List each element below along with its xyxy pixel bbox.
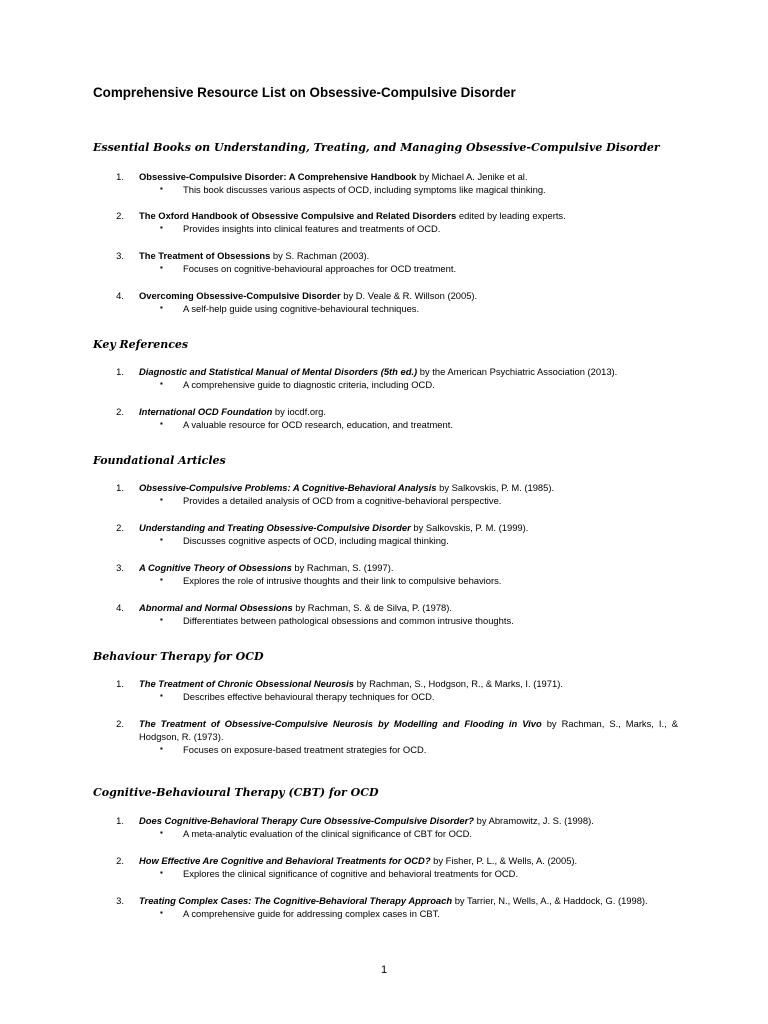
item-number: 2. (116, 406, 124, 417)
bullet-marker: ▪ (160, 184, 163, 193)
item-citation: by Fisher, P. L., & Wells, A. (2005). (430, 855, 578, 866)
bullet-marker: ▪ (160, 223, 163, 232)
item-description: A comprehensive guide for addressing complex cases in CBT. (183, 908, 440, 919)
item-title: How Effective Are Cognitive and Behavioral Treatments for OCD? (139, 855, 431, 866)
item-citation: by Salkovskis, P. M. (1999). (410, 522, 529, 533)
bullet-marker: ▪ (160, 828, 163, 837)
item-title: Abnormal and Normal Obsessions (139, 602, 293, 613)
bullet-marker: ▪ (160, 379, 163, 388)
item-title: Diagnostic and Statistical Manual of Mental Disorders (5th ed.) (139, 366, 418, 377)
bullet-marker: ▪ (160, 615, 163, 624)
item-title: Understanding and Treating Obsessive-Compulsive Disorder (139, 522, 411, 533)
list-item (112, 170, 678, 196)
item-description: A valuable resource for OCD research, education, and treatment. (183, 419, 453, 430)
item-citation: by Rachman, S. & de Silva, P. (1978). (292, 602, 452, 613)
list-item (112, 481, 678, 507)
item-citation: by the American Psychiatric Association (2013). (417, 366, 618, 377)
item-citation: by S. Rachman (2003). (270, 250, 370, 261)
bullet-marker: ▪ (160, 495, 163, 504)
item-number: 4. (116, 290, 124, 301)
list-item (112, 717, 678, 756)
item-description: Describes effective behavioural therapy techniques for OCD. (183, 691, 435, 702)
item-description: Differentiates between pathological obsessions and common intrusive thoughts. (183, 615, 514, 626)
item-description: A self-help guide using cognitive-behavioural techniques. (183, 303, 420, 314)
bullet-marker: ▪ (160, 868, 163, 877)
item-number: 3. (116, 895, 124, 906)
item-description: Focuses on exposure-based treatment strategies for OCD. (183, 744, 427, 755)
item-citation: by Michael A. Jenike et al. (416, 171, 528, 182)
section-heading: Behaviour Therapy for OCD (93, 650, 264, 663)
list-item (112, 601, 678, 627)
section-heading: Essential Books on Understanding, Treating, and Managing Obsessive-Compulsive Disorder (93, 141, 660, 154)
item-title: Obsessive-Compulsive Problems: A Cognitive-Behavioral Analysis (139, 482, 437, 493)
list-item (112, 561, 678, 587)
item-citation: by Tarrier, N., Wells, A., & Haddock, G. (1998). (452, 895, 648, 906)
list-item (112, 249, 678, 275)
list-item (112, 209, 678, 235)
page-number: 1 (380, 964, 388, 976)
item-title: Overcoming Obsessive-Compulsive Disorder (139, 290, 341, 301)
item-number: 1. (116, 678, 124, 689)
bullet-marker: ▪ (160, 535, 163, 544)
item-title: The Treatment of Obsessions (139, 250, 271, 261)
bullet-marker: ▪ (160, 419, 163, 428)
list-item (112, 521, 678, 547)
item-number: 1. (116, 815, 124, 826)
item-citation: by Rachman, S. (1997). (291, 562, 394, 573)
item-citation: by iocdf.org. (272, 406, 327, 417)
item-title: The Treatment of Obsessive-Compulsive Neurosis by Modelling and Flooding in Vivo (139, 718, 542, 729)
item-description: This book discusses various aspects of OCD, including symptoms like magical thinking. (183, 184, 546, 195)
item-title: Does Cognitive-Behavioral Therapy Cure Obsessive-Compulsive Disorder? (139, 815, 474, 826)
list-item (112, 894, 678, 920)
section-heading: Foundational Articles (93, 454, 226, 467)
bullet-marker: ▪ (160, 575, 163, 584)
bullet-marker: ▪ (160, 744, 163, 753)
item-number: 1. (116, 366, 124, 377)
item-description: A meta-analytic evaluation of the clinical significance of CBT for OCD. (183, 828, 473, 839)
item-citation: by Rachman, S., Hodgson, R., & Marks, I. (1971). (353, 678, 563, 689)
section-heading: Key References (93, 338, 189, 351)
item-number: 2. (116, 855, 124, 866)
bullet-marker: ▪ (160, 263, 163, 272)
item-citation: edited by leading experts. (456, 210, 566, 221)
item-description: Provides a detailed analysis of OCD from a cognitive-behavioral perspective. (183, 495, 502, 506)
bullet-marker: ▪ (160, 908, 163, 917)
item-title: International OCD Foundation (139, 406, 273, 417)
item-description: Discusses cognitive aspects of OCD, including magical thinking. (183, 535, 449, 546)
item-citation: by Salkovskis, P. M. (1985). (436, 482, 555, 493)
item-title: Treating Complex Cases: The Cognitive-Behavioral Therapy Approach (139, 895, 453, 906)
bullet-marker: ▪ (160, 691, 163, 700)
item-citation: by Abramowitz, J. S. (1998). (474, 815, 594, 826)
item-title: Obsessive-Compulsive Disorder: A Comprehensive Handbook (139, 171, 417, 182)
bullet-marker: ▪ (160, 303, 163, 312)
item-title: A Cognitive Theory of Obsessions (139, 562, 292, 573)
item-description: A comprehensive guide to diagnostic criteria, including OCD. (183, 379, 435, 390)
item-description: Provides insights into clinical features and treatments of OCD. (183, 223, 441, 234)
item-citation: by D. Veale & R. Willson (2005). (340, 290, 478, 301)
item-title: The Treatment of Chronic Obsessional Neurosis (139, 678, 354, 689)
item-description: Explores the role of intrusive thoughts and their link to compulsive behaviors. (183, 575, 502, 586)
list-item (112, 677, 678, 703)
item-number: 1. (116, 171, 124, 182)
list-item (112, 289, 678, 315)
item-number: 2. (116, 522, 124, 533)
section-heading: Cognitive-Behavioural Therapy (CBT) for OCD (93, 786, 379, 799)
item-number: 3. (116, 250, 124, 261)
item-description: Explores the clinical significance of cognitive and behavioral treatments for OCD. (183, 868, 519, 879)
item-description: Focuses on cognitive-behavioural approaches for OCD treatment. (183, 263, 457, 274)
item-title: The Oxford Handbook of Obsessive Compulsive and Related Disorders (139, 210, 457, 221)
list-item (112, 365, 678, 391)
list-item (112, 854, 678, 880)
list-item (112, 814, 678, 840)
item-number: 1. (116, 482, 124, 493)
item-number: 2. (116, 210, 124, 221)
list-item (112, 405, 678, 431)
item-number: 3. (116, 562, 124, 573)
item-number: 2. (116, 718, 124, 729)
item-number: 4. (116, 602, 124, 613)
item-citation: by Rachman, S., Marks, I., & Hodgson, R. (1973). (139, 718, 678, 742)
document-title: Comprehensive Resource List on Obsessive-Compulsive Disorder (93, 85, 516, 100)
